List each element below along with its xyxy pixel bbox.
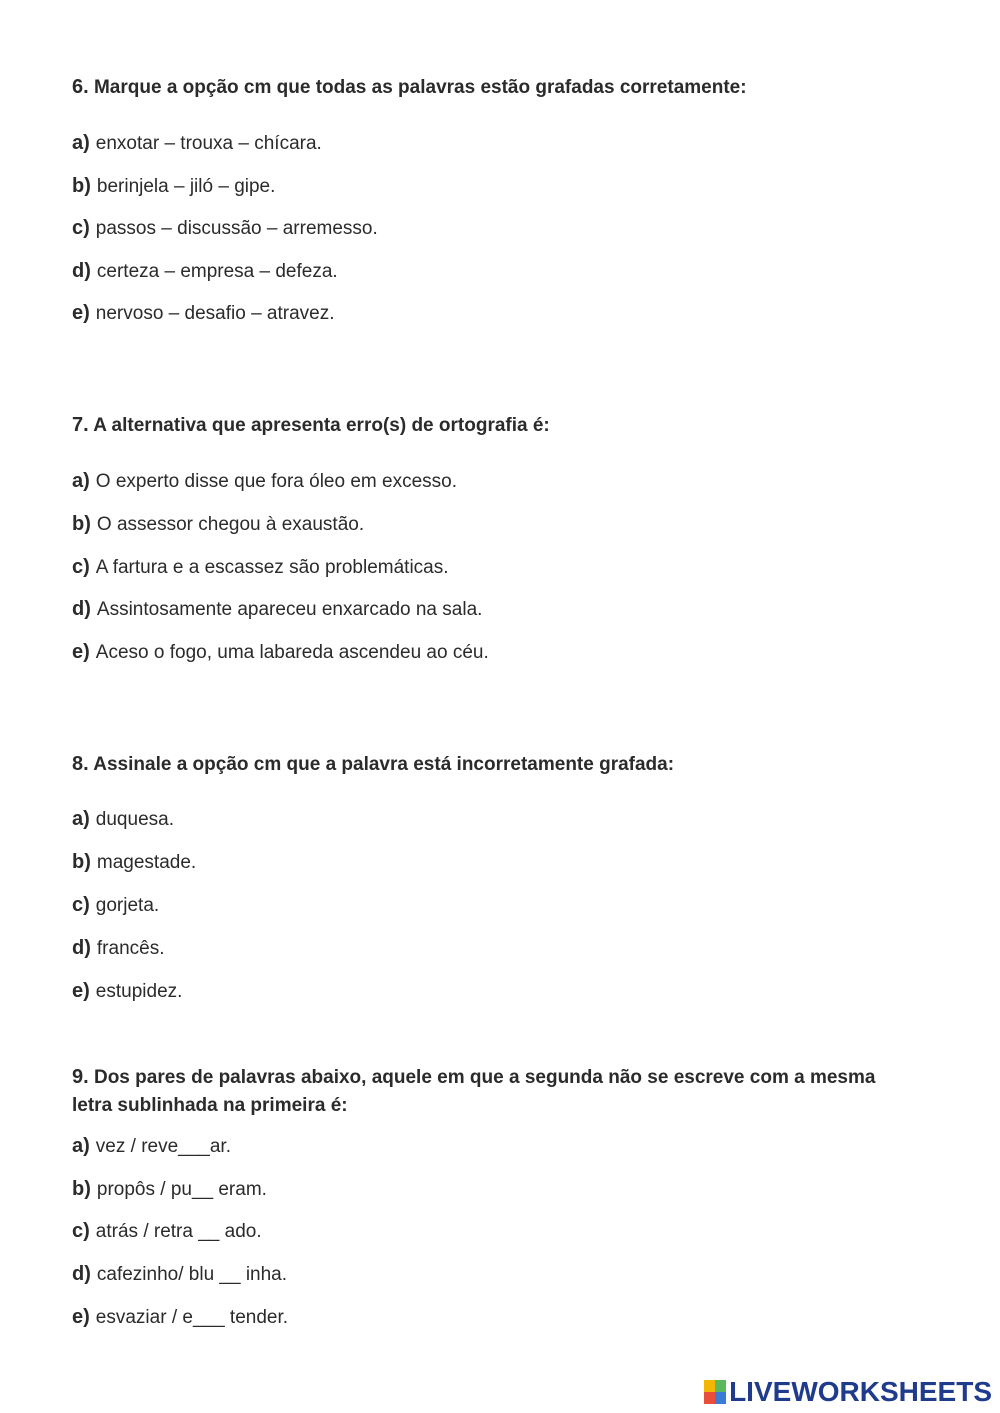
option-letter: e)	[72, 302, 90, 324]
option-e[interactable]	[72, 301, 335, 325]
question-text: Assinale a opção cm que a palavra está incorretamente grafada:	[93, 754, 675, 775]
option-text: O assessor chegou à exaustão.	[96, 514, 365, 535]
option-text: berinjela – jiló – gipe.	[96, 176, 276, 197]
option-d[interactable]	[72, 936, 164, 960]
option-letter: b)	[72, 513, 91, 535]
question-title-line-2: letra sublinhada na primeira é:	[72, 1095, 348, 1116]
option-letter: b)	[72, 175, 91, 197]
option-c[interactable]	[72, 555, 449, 579]
option-e[interactable]	[72, 979, 182, 1003]
option-text: francês.	[96, 938, 165, 959]
option-text: estupidez.	[95, 981, 183, 1002]
question-6	[72, 73, 942, 324]
question-number: 9.	[72, 1066, 89, 1088]
option-d[interactable]	[72, 1262, 287, 1286]
option-letter: e)	[72, 1306, 90, 1328]
logo-square	[715, 1380, 726, 1392]
option-text: magestade.	[96, 852, 197, 873]
option-c[interactable]	[72, 216, 378, 240]
option-text: O experto disse que fora óleo em excesso.	[95, 471, 457, 492]
option-letter: c)	[72, 217, 90, 239]
option-b[interactable]	[72, 174, 275, 198]
question-number: 8.	[72, 753, 89, 775]
question-title	[72, 1063, 942, 1120]
option-a[interactable]	[72, 131, 322, 155]
question-title	[72, 73, 942, 102]
option-letter: d)	[72, 598, 91, 620]
option-letter: a)	[72, 132, 90, 154]
option-c[interactable]	[72, 1219, 262, 1243]
question-7	[72, 411, 942, 663]
option-e[interactable]	[72, 1305, 288, 1329]
option-text: vez / reve___ar.	[95, 1136, 231, 1157]
question-8	[72, 750, 942, 1002]
option-letter: e)	[72, 980, 90, 1002]
option-letter: a)	[72, 470, 90, 492]
option-a[interactable]	[72, 1134, 231, 1158]
option-text: cafezinho/ blu __ inha.	[96, 1264, 288, 1285]
option-b[interactable]	[72, 850, 196, 874]
logo-square	[704, 1380, 715, 1392]
option-text: passos – discussão – arremesso.	[95, 218, 378, 239]
option-letter: a)	[72, 808, 90, 830]
question-9	[72, 1063, 942, 1328]
option-text: atrás / retra __ ado.	[95, 1221, 262, 1242]
option-c[interactable]	[72, 893, 159, 917]
option-a[interactable]	[72, 469, 457, 493]
option-text: propôs / pu__ eram.	[96, 1179, 267, 1200]
option-b[interactable]	[72, 1177, 267, 1201]
option-text: A fartura e a escassez são problemáticas.	[95, 557, 449, 578]
option-letter: d)	[72, 260, 91, 282]
option-letter: d)	[72, 1263, 91, 1285]
option-letter: b)	[72, 1178, 91, 1200]
option-text: certeza – empresa – defeza.	[96, 261, 338, 282]
question-title-line-1	[72, 1063, 942, 1092]
logo-square	[704, 1392, 715, 1404]
option-letter: e)	[72, 641, 90, 663]
question-number: 6.	[72, 76, 89, 98]
option-text: enxotar – trouxa – chícara.	[95, 133, 322, 154]
question-text: Marque a opção cm que todas as palavras estão grafadas corretamente:	[93, 77, 747, 98]
brand-name: LIVEWORKSHEETS	[729, 1376, 992, 1407]
option-letter: c)	[72, 894, 90, 916]
option-text: esvaziar / e___ tender.	[95, 1307, 289, 1328]
option-d[interactable]	[72, 597, 482, 621]
option-a[interactable]	[72, 807, 174, 831]
liveworksheets-logo[interactable]	[704, 1377, 992, 1407]
logo-square	[715, 1392, 726, 1404]
option-letter: a)	[72, 1135, 90, 1157]
question-text: Dos pares de palavras abaixo, aquele em que a segunda não se escreve com a mesma	[93, 1067, 876, 1088]
option-letter: c)	[72, 1220, 90, 1242]
option-text: gorjeta.	[95, 895, 160, 916]
question-number: 7.	[72, 414, 89, 436]
option-letter: d)	[72, 937, 91, 959]
option-text: Assintosamente apareceu enxarcado na sala.	[96, 599, 483, 620]
question-text: A alternativa que apresenta erro(s) de ortografia é:	[93, 415, 550, 436]
logo-icon	[704, 1380, 726, 1404]
option-text: Aceso o fogo, uma labareda ascendeu ao céu.	[95, 642, 489, 663]
question-title	[72, 750, 942, 779]
option-letter: b)	[72, 851, 91, 873]
option-d[interactable]	[72, 259, 338, 283]
question-title	[72, 411, 942, 440]
option-e[interactable]	[72, 640, 489, 664]
option-letter: c)	[72, 556, 90, 578]
option-text: duquesa.	[95, 809, 174, 830]
option-b[interactable]	[72, 512, 364, 536]
option-text: nervoso – desafio – atravez.	[95, 303, 335, 324]
